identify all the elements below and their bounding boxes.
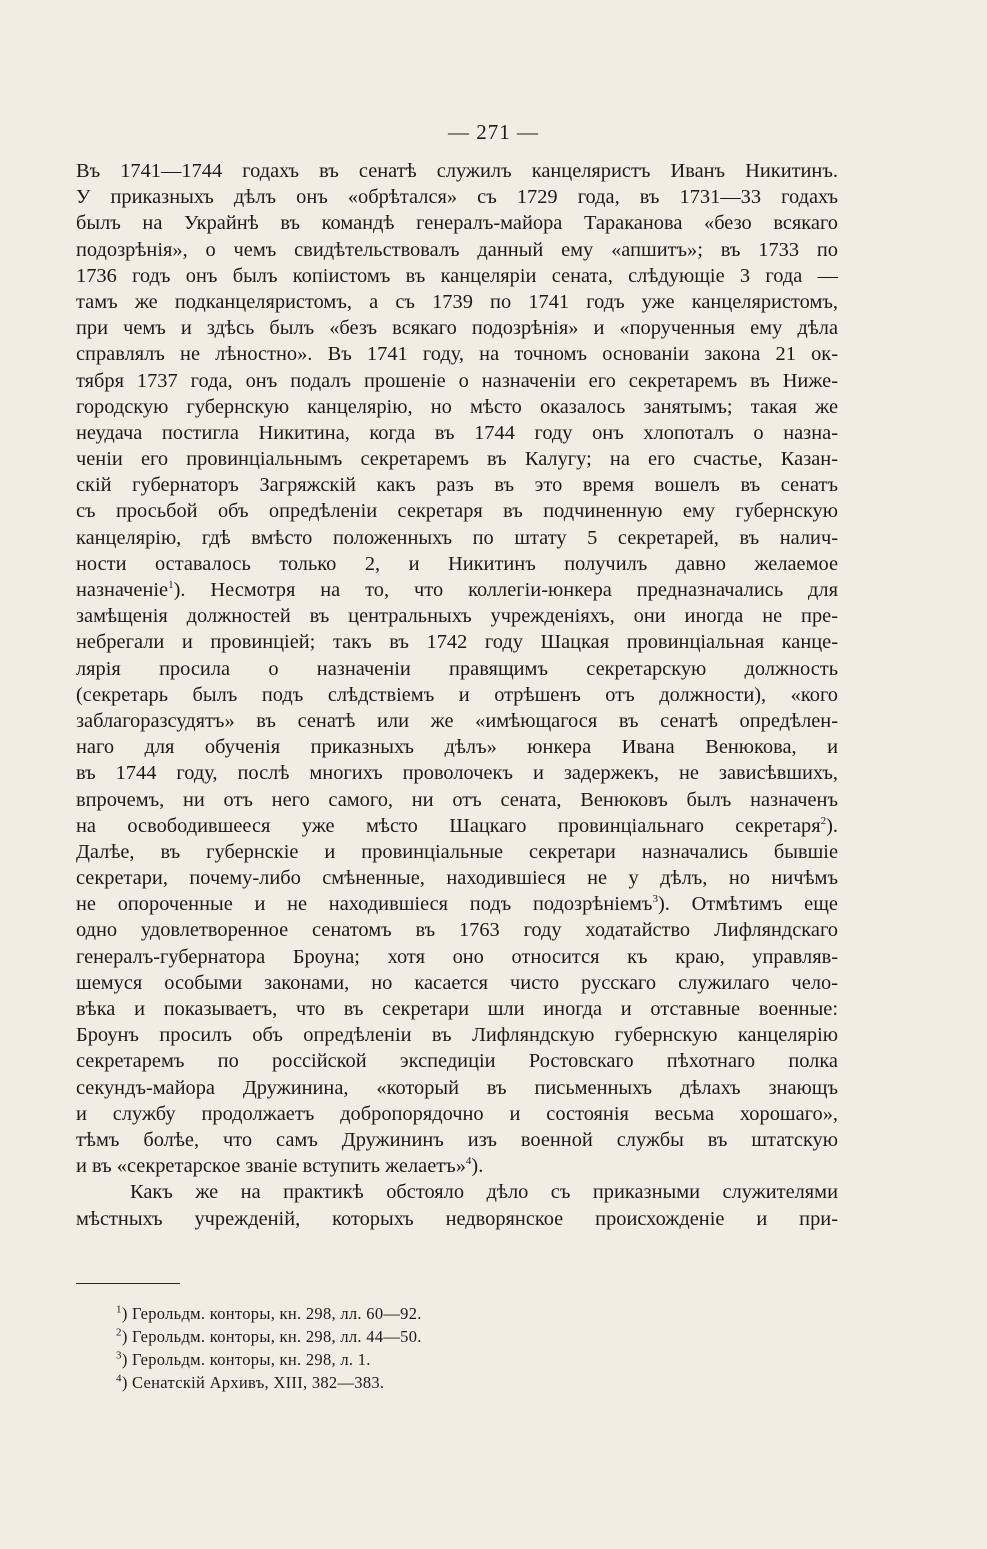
- text-line: тѣмъ болѣе, что самъ Дружининъ изъ военной службы въ штатскую: [76, 1128, 838, 1151]
- footnote-divider: [76, 1283, 180, 1284]
- text-line: впрочемъ, ни отъ него самого, ни отъ сената, Венюковъ былъ назначенъ: [76, 788, 838, 811]
- text-line-with-footnote: [76, 891, 838, 917]
- text-line: лярія просила о назначеніи правящимъ секретарскую должность: [76, 657, 838, 680]
- text-line: У приказныхъ дѣлъ онъ «обрѣтался» съ 1729 года, въ 1731—33 годахъ: [76, 186, 838, 209]
- footnote: [116, 1348, 676, 1371]
- text-line: при чемъ и здѣсь былъ «безъ всякаго подозрѣнія» и «порученныя ему дѣла: [76, 317, 838, 340]
- text-line: (секретарь былъ подъ слѣдствіемъ и отрѣшенъ отъ должности), «кого: [76, 683, 838, 706]
- footnote-ref: 4: [465, 1155, 472, 1168]
- text-fragment: ).: [471, 1155, 484, 1178]
- text-fragment: и въ «секретарское званіе вступить желаетъ»: [76, 1155, 466, 1178]
- text-line: неудача постигла Никитина, когда въ 1744 году онъ хлопоталъ о назна-: [76, 421, 838, 444]
- text-line-with-footnote: [76, 1153, 838, 1179]
- text-line: Броунъ просилъ объ опредѣленіи въ Лифляндскую губернскую канцелярію: [76, 1024, 838, 1047]
- text-line: Далѣе, въ губернскіе и провинціальные секретари назначались бывшіе: [76, 840, 838, 863]
- text-line: 1736 годъ онъ былъ копіистомъ въ канцеляріи сената, слѣдующіе 3 года —: [76, 264, 838, 287]
- text-line: секретари, почему-либо смѣненные, находившіеся не у дѣлъ, но ничѣмъ: [76, 867, 838, 890]
- text-line: ченіи его провинціальнымъ секретаремъ въ Калугу; на его счастье, Казан-: [76, 448, 838, 471]
- text-line: шемуся особыми законами, но касается чисто русскаго служилаго чело-: [76, 971, 838, 994]
- text-line: замѣщенія должностей въ центральныхъ учрежденіяхъ, они иногда не пре-: [76, 605, 838, 628]
- footnote: [116, 1325, 676, 1348]
- text-line: мѣстныхъ учрежденій, которыхъ недворянское происхожденіе и при-: [76, 1207, 838, 1230]
- footnote-text: ) Герольдм. конторы, кн. 298, лл. 44—50.: [121, 1327, 422, 1346]
- text-line: справлялъ не лѣностно». Въ 1741 году, на точномъ основаніи закона 21 ок-: [76, 343, 838, 366]
- text-line: Какъ же на практикѣ обстояло дѣло съ приказными служителями: [130, 1181, 838, 1204]
- text-line: секундъ-майора Дружинина, «который въ письменныхъ дѣлахъ знающъ: [76, 1076, 838, 1099]
- page-number: — 271 —: [448, 120, 539, 144]
- footnote-ref: 3: [652, 893, 658, 906]
- text-line: наго для обученія приказныхъ дѣлъ» юнкера Ивана Венюкова, и: [76, 736, 838, 759]
- footnote-text: ) Сенатскій Архивъ, XIII, 382—383.: [121, 1373, 385, 1392]
- text-line: городскую губернскую канцелярію, но мѣсто оказалось занятымъ; такая же: [76, 395, 838, 418]
- text-line: небрегали и провинціей; такъ въ 1742 году Шацкая провинціальная канце-: [76, 631, 838, 654]
- text-line: канцелярію, гдѣ вмѣсто положенныхъ по штату 5 секретарей, въ налич-: [76, 526, 838, 549]
- text-fragment: назначеніе: [76, 579, 169, 601]
- text-line: въ 1744 году, послѣ многихъ проволочекъ и задержекъ, не зависѣвшихъ,: [76, 762, 838, 785]
- footnote-mark: 1: [116, 1303, 122, 1316]
- footnote-mark: 3: [116, 1349, 122, 1362]
- footnote-mark: 4: [116, 1372, 122, 1385]
- main-text: [76, 158, 838, 1232]
- text-line: Въ 1741—1744 годахъ въ сенатѣ служилъ канцеляристъ Иванъ Никитинъ.: [76, 160, 838, 182]
- footnote-text: ) Герольдм. конторы, кн. 298, лл. 60—92.: [121, 1304, 422, 1323]
- text-line: вѣка и показываетъ, что въ секретари шли иногда и отставные военные:: [76, 998, 838, 1020]
- text-line: заблагоразсудятъ» въ сенатѣ или же «имѣющагося въ сенатѣ опредѣлен-: [76, 709, 838, 732]
- text-line: секретаремъ по россійской экспедиціи Ростовскаго пѣхотнаго полка: [76, 1050, 838, 1073]
- text-line: тамъ же подканцеляристомъ, а съ 1739 по 1741 годъ уже канцеляристомъ,: [76, 290, 838, 313]
- text-fragment: на освободившееся уже мѣсто Шацкаго провинціальнаго секретаря: [76, 814, 821, 837]
- footnote-text: ) Герольдм. конторы, кн. 298, л. 1.: [121, 1350, 371, 1369]
- text-fragment: ). Несмотря на то, что коллегіи-юнкера предназначались для: [173, 579, 838, 601]
- text-line: съ просьбой объ опредѣленіи секретаря въ подчиненную ему губернскую: [76, 500, 838, 523]
- text-line: подозрѣнія», о чемъ свидѣтельствовалъ данный ему «апшитъ»; въ 1733 по: [76, 238, 838, 261]
- text-fragment: ). Отмѣтимъ еще: [657, 893, 838, 916]
- text-line: былъ на Украйнѣ въ командѣ генералъ-майора Тараканова «безо всякаго: [76, 212, 838, 235]
- text-line: и службу продолжаетъ добропорядочно и состоянія весьма хорошаго»,: [76, 1102, 838, 1125]
- text-line: скій губернаторъ Загряжскій какъ разъ въ это время вошелъ въ сенатъ: [76, 474, 838, 497]
- text-line: одно удовлетворенное сенатомъ въ 1763 году ходатайство Лифляндскаго: [76, 919, 838, 942]
- text-line-with-footnote: [76, 813, 838, 839]
- footnote: [116, 1302, 676, 1325]
- text-line-with-footnote: [76, 577, 838, 603]
- text-line: ности оставалось только 2, и Никитинъ получилъ давно желаемое: [76, 552, 838, 575]
- text-fragment: ).: [826, 814, 838, 837]
- footnote-mark: 2: [116, 1326, 122, 1339]
- footnote-ref: 1: [168, 579, 174, 592]
- footnote: [116, 1371, 676, 1394]
- text-line: генералъ-губернатора Броуна; хотя оно относится къ краю, управляв-: [76, 945, 838, 968]
- text-fragment: не опороченные и не находившіеся подъ подозрѣніемъ: [76, 893, 653, 916]
- text-line: тября 1737 года, онъ подалъ прошеніе о назначеніи его секретаремъ въ Ниже-: [76, 369, 838, 392]
- footnote-ref: 2: [820, 814, 827, 827]
- footnotes: [116, 1302, 676, 1394]
